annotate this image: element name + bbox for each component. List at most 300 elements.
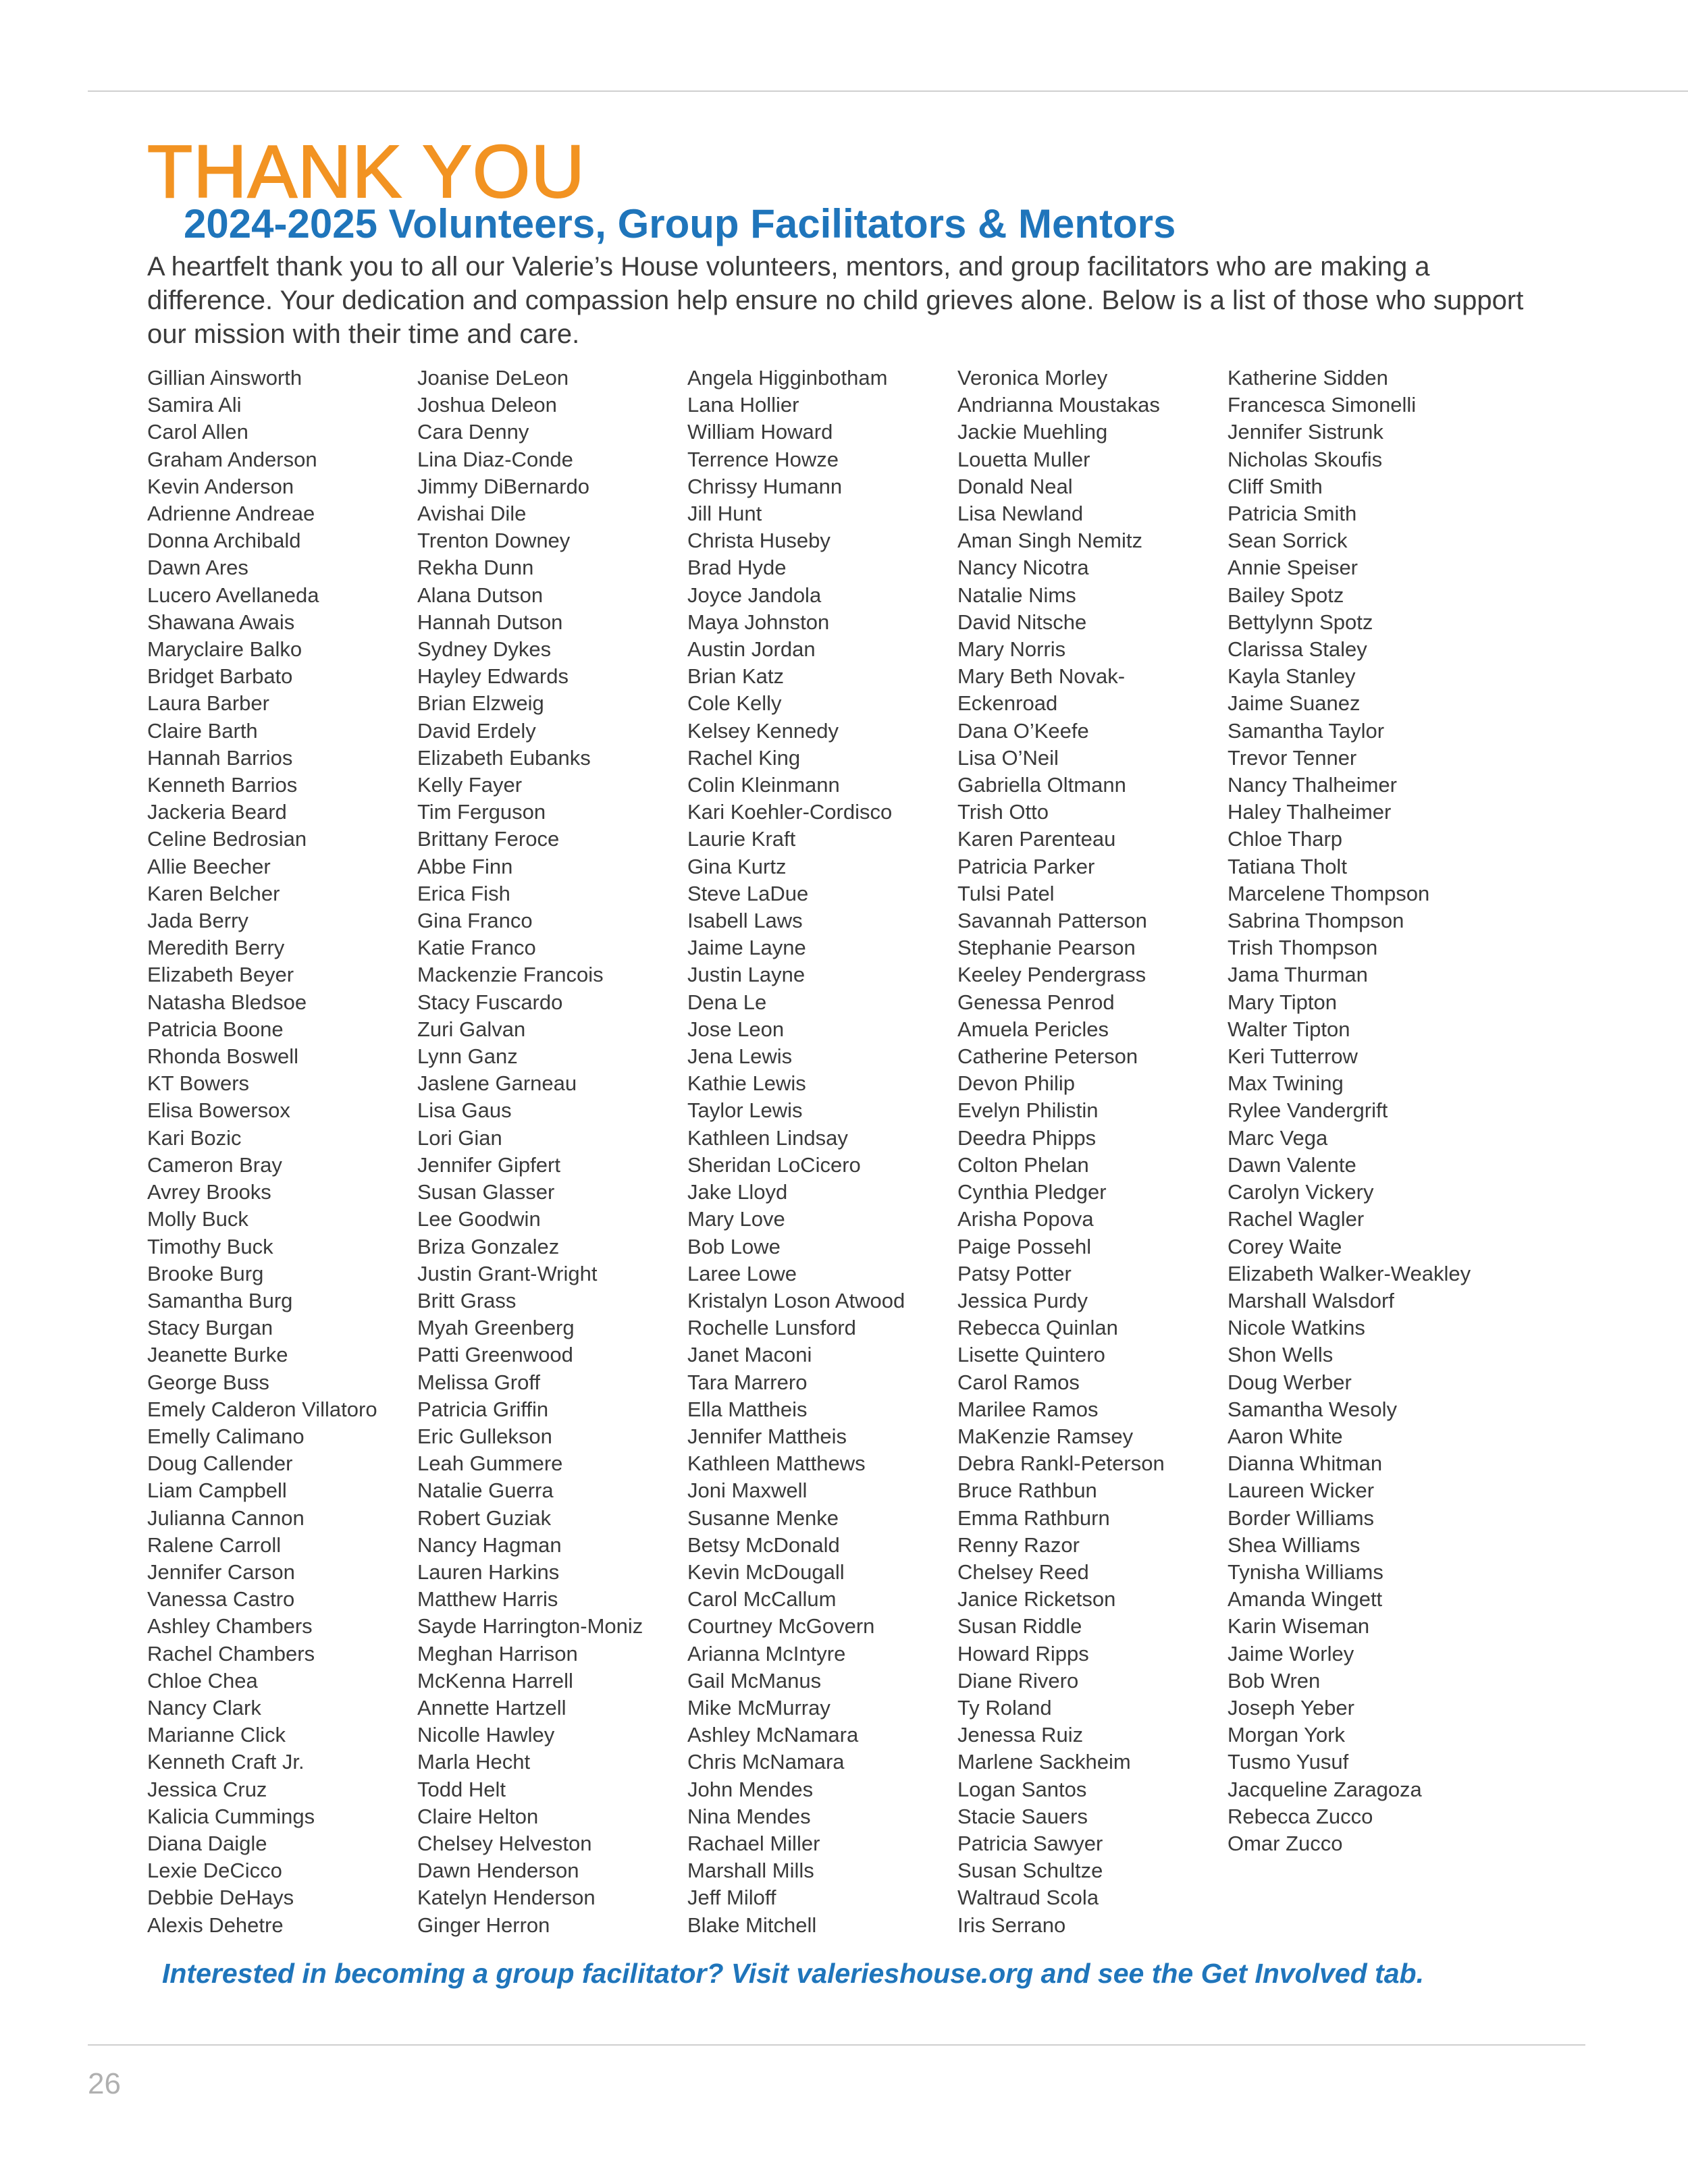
volunteer-name: Janice Ricketson — [957, 1587, 1116, 1612]
volunteer-name: Cara Denny — [417, 420, 529, 444]
volunteer-name: Debra Rankl-Peterson — [957, 1451, 1165, 1476]
volunteer-name: Ty Roland — [957, 1695, 1052, 1720]
volunteer-name: Ashley Chambers — [147, 1614, 313, 1639]
volunteer-name: Susan Riddle — [957, 1614, 1082, 1639]
volunteer-name: Jacqueline Zaragoza — [1228, 1777, 1422, 1801]
volunteer-name: Lina Diaz-Conde — [417, 447, 573, 471]
volunteer-name: Rhonda Boswell — [147, 1044, 299, 1069]
volunteer-name: Mackenzie Francois — [417, 963, 604, 987]
volunteer-name: Samira Ali — [147, 393, 242, 417]
volunteer-name: Lisa Gaus — [417, 1098, 512, 1123]
volunteer-name: Patricia Parker — [957, 854, 1095, 878]
volunteer-name: Jenessa Ruiz — [957, 1723, 1084, 1747]
volunteer-name: Rebecca Zucco — [1228, 1804, 1373, 1828]
volunteer-name: Veronica Morley — [957, 366, 1108, 390]
volunteer-name: Lee Goodwin — [417, 1207, 541, 1231]
volunteer-name: Brian Katz — [687, 664, 785, 689]
volunteer-name: Jessica Cruz — [147, 1777, 267, 1801]
top-divider — [88, 90, 1688, 92]
volunteer-name: Britt Grass — [417, 1288, 517, 1312]
volunteer-name: Chelsey Helveston — [417, 1831, 592, 1855]
volunteer-name: Morgan York — [1228, 1723, 1346, 1747]
volunteer-name: Kari Koehler-Cordisco — [687, 800, 893, 824]
volunteer-name: Katelyn Henderson — [417, 1886, 596, 1910]
volunteer-name: Maya Johnston — [687, 610, 830, 634]
volunteer-name: Trenton Downey — [417, 529, 571, 553]
volunteer-name: Marc Vega — [1228, 1125, 1328, 1150]
volunteer-name: Rebecca Quinlan — [957, 1316, 1118, 1340]
volunteer-name: Samantha Wesoly — [1228, 1397, 1397, 1421]
volunteer-name: Jessica Purdy — [957, 1288, 1088, 1312]
volunteer-name: Rekha Dunn — [417, 556, 534, 580]
volunteer-name: Carolyn Vickery — [1228, 1180, 1374, 1204]
volunteer-name: Ralene Carroll — [147, 1533, 282, 1557]
volunteer-name: Justin Layne — [687, 963, 806, 987]
volunteer-name: Nancy Clark — [147, 1695, 261, 1720]
volunteer-name: Abbe Finn — [417, 854, 513, 878]
volunteer-name: Marshall Walsdorf — [1228, 1288, 1394, 1312]
volunteer-name: Jeanette Burke — [147, 1343, 288, 1367]
volunteer-name: Nancy Hagman — [417, 1533, 562, 1557]
volunteer-name: Marshall Mills — [687, 1859, 814, 1883]
volunteer-name: Annette Hartzell — [417, 1695, 566, 1720]
bottom-divider — [88, 2044, 1585, 2046]
volunteer-name: Nicholas Skoufis — [1228, 447, 1383, 471]
volunteer-name: Nancy Nicotra — [957, 556, 1089, 580]
volunteer-name: Kristalyn Loson Atwood — [687, 1288, 905, 1312]
volunteer-name: Jama Thurman — [1228, 963, 1368, 987]
volunteer-name: Carol Ramos — [957, 1370, 1080, 1394]
volunteer-name: Tara Marrero — [687, 1370, 808, 1394]
volunteer-name: Susan Glasser — [417, 1180, 555, 1204]
volunteer-name: Joanise DeLeon — [417, 366, 569, 390]
volunteer-name: Emma Rathburn — [957, 1506, 1110, 1530]
volunteer-name: Justin Grant-Wright — [417, 1261, 598, 1285]
volunteer-name: Chloe Chea — [147, 1668, 258, 1693]
volunteer-name: Patti Greenwood — [417, 1343, 573, 1367]
volunteer-name: Eckenroad — [957, 691, 1058, 716]
volunteer-name: Genessa Penrod — [957, 990, 1115, 1014]
volunteer-name: Lauren Harkins — [417, 1560, 560, 1584]
volunteer-name: Patricia Boone — [147, 1017, 284, 1041]
volunteer-name: Joyce Jandola — [687, 583, 822, 607]
volunteer-name: McKenna Harrell — [417, 1668, 573, 1693]
volunteer-name: Lisa Newland — [957, 502, 1084, 526]
volunteer-name: Andrianna Moustakas — [957, 393, 1160, 417]
volunteer-name: Bob Wren — [1228, 1668, 1321, 1693]
volunteer-name: Amanda Wingett — [1228, 1587, 1383, 1612]
volunteer-name: Jake Lloyd — [687, 1180, 788, 1204]
volunteer-name: Cameron Bray — [147, 1152, 282, 1177]
page-subtitle: 2024-2025 Volunteers, Group Facilitators & Mentors — [184, 201, 1176, 246]
volunteer-name: Adrienne Andreae — [147, 502, 315, 526]
name-column-5 — [1228, 365, 1498, 1939]
volunteer-name: Jena Lewis — [687, 1044, 793, 1069]
volunteer-name: Kari Bozic — [147, 1125, 242, 1150]
volunteer-name: Mary Tipton — [1228, 990, 1337, 1014]
volunteer-name: Sydney Dykes — [417, 637, 552, 662]
volunteer-name: Doug Werber — [1228, 1370, 1352, 1394]
volunteer-name: Avrey Brooks — [147, 1180, 271, 1204]
volunteer-name: Hannah Dutson — [417, 610, 563, 634]
volunteer-name: Nicole Watkins — [1228, 1316, 1365, 1340]
volunteer-name: Stacie Sauers — [957, 1804, 1088, 1828]
volunteer-name: Diana Daigle — [147, 1831, 267, 1855]
volunteer-name: Zuri Galvan — [417, 1017, 526, 1041]
volunteer-name: Colin Kleinmann — [687, 773, 840, 797]
volunteer-name: Deedra Phipps — [957, 1125, 1097, 1150]
volunteer-name: Chrissy Humann — [687, 474, 843, 498]
volunteer-name: Kelly Fayer — [417, 773, 523, 797]
volunteer-name: Tulsi Patel — [957, 881, 1055, 905]
volunteer-name: Katherine Sidden — [1228, 366, 1388, 390]
volunteer-name: Kevin Anderson — [147, 474, 294, 498]
volunteer-name: Kenneth Craft Jr. — [147, 1750, 305, 1774]
volunteer-name: Kelsey Kennedy — [687, 718, 839, 743]
volunteer-name: Robert Guziak — [417, 1506, 552, 1530]
volunteer-name: Tynisha Williams — [1228, 1560, 1383, 1584]
volunteer-name: Joni Maxwell — [687, 1479, 808, 1503]
volunteer-name: Marianne Click — [147, 1723, 286, 1747]
volunteer-name: Patricia Smith — [1228, 502, 1357, 526]
volunteer-name: Kalicia Cummings — [147, 1804, 315, 1828]
volunteer-name: Kevin McDougall — [687, 1560, 845, 1584]
volunteer-name: Tatiana Tholt — [1228, 854, 1347, 878]
volunteer-name: Susanne Menke — [687, 1506, 839, 1530]
volunteer-name: Dawn Henderson — [417, 1859, 579, 1883]
volunteer-name: Samantha Burg — [147, 1288, 293, 1312]
volunteer-name: Doug Callender — [147, 1451, 293, 1476]
volunteer-name: Christa Huseby — [687, 529, 830, 553]
volunteer-name: Matthew Harris — [417, 1587, 558, 1612]
volunteer-name: Meghan Harrison — [417, 1641, 578, 1666]
volunteer-name: Elizabeth Eubanks — [417, 745, 591, 770]
volunteer-name: Kathleen Matthews — [687, 1451, 866, 1476]
volunteer-name: Vanessa Castro — [147, 1587, 295, 1612]
volunteer-name: Alexis Dehetre — [147, 1913, 284, 1937]
volunteer-name: Trish Thompson — [1228, 936, 1378, 960]
volunteer-name: Isabell Laws — [687, 909, 803, 933]
volunteer-name: Waltraud Scola — [957, 1886, 1099, 1910]
volunteer-name: Bruce Rathbun — [957, 1479, 1097, 1503]
volunteer-name: Austin Jordan — [687, 637, 816, 662]
volunteer-name: Debbie DeHays — [147, 1886, 294, 1910]
volunteer-name: Allie Beecher — [147, 854, 271, 878]
volunteer-name: Laree Lowe — [687, 1261, 797, 1285]
volunteer-name: Kayla Stanley — [1228, 664, 1356, 689]
volunteer-name: Avishai Dile — [417, 502, 527, 526]
volunteer-name: Donna Archibald — [147, 529, 301, 553]
volunteer-name: Tusmo Yusuf — [1228, 1750, 1349, 1774]
volunteer-name: Dawn Ares — [147, 556, 248, 580]
volunteer-name: Karin Wiseman — [1228, 1614, 1370, 1639]
volunteer-name: Lori Gian — [417, 1125, 502, 1150]
volunteer-name: Susan Schultze — [957, 1859, 1103, 1883]
volunteer-name: Brad Hyde — [687, 556, 787, 580]
volunteer-name: Haley Thalheimer — [1228, 800, 1392, 824]
volunteer-name: Stephanie Pearson — [957, 936, 1136, 960]
volunteer-name: Walter Tipton — [1228, 1017, 1350, 1041]
volunteer-name: Maryclaire Balko — [147, 637, 302, 662]
volunteer-name: Jennifer Sistrunk — [1228, 420, 1383, 444]
volunteer-name: Bridget Barbato — [147, 664, 293, 689]
volunteer-name: Janet Maconi — [687, 1343, 812, 1367]
volunteer-name: Dianna Whitman — [1228, 1451, 1383, 1476]
volunteer-name: Joseph Yeber — [1228, 1695, 1354, 1720]
volunteer-name: Jennifer Carson — [147, 1560, 295, 1584]
volunteer-name: Courtney McGovern — [687, 1614, 875, 1639]
volunteer-name: Logan Santos — [957, 1777, 1087, 1801]
volunteer-name: Gabriella Oltmann — [957, 773, 1126, 797]
volunteer-name: Dena Le — [687, 990, 767, 1014]
call-to-action: Interested in becoming a group facilitator? Visit valerieshouse.org and see the Get Involved tab. — [162, 1958, 1424, 1989]
volunteer-name: Arisha Popova — [957, 1207, 1094, 1231]
volunteer-name: Cliff Smith — [1228, 474, 1323, 498]
volunteer-name: Leah Gummere — [417, 1451, 563, 1476]
volunteer-name: Steve LaDue — [687, 881, 809, 905]
volunteer-name: Rachel Chambers — [147, 1641, 315, 1666]
volunteer-name: Renny Razor — [957, 1533, 1080, 1557]
volunteer-name: John Mendes — [687, 1777, 814, 1801]
volunteer-name: Marcelene Thompson — [1228, 881, 1430, 905]
volunteer-name: Donald Neal — [957, 474, 1073, 498]
volunteer-name: Brooke Burg — [147, 1261, 264, 1285]
volunteer-name: Karen Parenteau — [957, 827, 1116, 851]
volunteer-name: Omar Zucco — [1228, 1831, 1343, 1855]
volunteer-name: Jennifer Gipfert — [417, 1152, 560, 1177]
volunteer-name: Patricia Sawyer — [957, 1831, 1103, 1855]
volunteer-name: Corey Waite — [1228, 1234, 1342, 1258]
volunteer-name: Lexie DeCicco — [147, 1859, 282, 1883]
volunteer-name: Howard Ripps — [957, 1641, 1089, 1666]
volunteer-name: Patsy Potter — [957, 1261, 1072, 1285]
volunteer-name: Keri Tutterrow — [1228, 1044, 1358, 1069]
volunteer-name: Angela Higginbotham — [687, 366, 888, 390]
volunteer-name: Laureen Wicker — [1228, 1479, 1375, 1503]
volunteer-name: Carol Allen — [147, 420, 248, 444]
volunteer-name: David Nitsche — [957, 610, 1087, 634]
volunteer-name: Lisette Quintero — [957, 1343, 1105, 1367]
volunteer-name: Erica Fish — [417, 881, 510, 905]
volunteer-name: Trish Otto — [957, 800, 1049, 824]
volunteer-name: Laurie Kraft — [687, 827, 796, 851]
volunteer-name: Keeley Pendergrass — [957, 963, 1146, 987]
volunteer-name: Jackie Muehling — [957, 420, 1108, 444]
volunteer-name: Liam Campbell — [147, 1479, 287, 1503]
volunteer-name: Taylor Lewis — [687, 1098, 803, 1123]
volunteer-name: Rylee Vandergrift — [1228, 1098, 1388, 1123]
volunteer-name: Mary Beth Novak- — [957, 664, 1126, 689]
volunteer-name: Mary Love — [687, 1207, 785, 1231]
volunteer-name: Jennifer Mattheis — [687, 1424, 847, 1448]
volunteer-name: Molly Buck — [147, 1207, 248, 1231]
volunteer-name: Hayley Edwards — [417, 664, 569, 689]
volunteer-name: Stacy Fuscardo — [417, 990, 563, 1014]
volunteer-name: Brian Elzweig — [417, 691, 544, 716]
intro-paragraph: A heartfelt thank you to all our Valerie’s House volunteers, mentors, and group facilitators who are making a difference. Your dedication and compassion help ensure no child grieves alone. Below is a list of those who support our mission with their time and care. — [147, 252, 1524, 349]
volunteer-name: Jaime Worley — [1228, 1641, 1354, 1666]
volunteer-name: Julianna Cannon — [147, 1506, 305, 1530]
volunteer-name: Catherine Peterson — [957, 1044, 1138, 1069]
volunteer-name: Jimmy DiBernardo — [417, 474, 589, 498]
volunteer-name: Rochelle Lunsford — [687, 1316, 856, 1340]
volunteer-name: Chris McNamara — [687, 1750, 845, 1774]
volunteer-name: Stacy Burgan — [147, 1316, 273, 1340]
volunteer-name: Mary Norris — [957, 637, 1066, 662]
volunteer-name: Dana O’Keefe — [957, 718, 1089, 743]
volunteer-name: Trevor Tenner — [1228, 745, 1357, 770]
volunteer-name: Diane Rivero — [957, 1668, 1079, 1693]
volunteer-name: Betsy McDonald — [687, 1533, 840, 1557]
volunteer-name: Jill Hunt — [687, 502, 762, 526]
volunteer-name: Elisa Bowersox — [147, 1098, 290, 1123]
volunteer-name: Kathie Lewis — [687, 1071, 806, 1096]
volunteer-name: Todd Helt — [417, 1777, 506, 1801]
volunteer-name: Ginger Herron — [417, 1913, 550, 1937]
volunteer-name: Natasha Bledsoe — [147, 990, 307, 1014]
volunteer-name: Shea Williams — [1228, 1533, 1361, 1557]
page-number: 26 — [88, 2067, 121, 2100]
volunteer-name: Sheridan LoCicero — [687, 1152, 861, 1177]
volunteer-name: Hannah Barrios — [147, 745, 293, 770]
volunteer-name: Emely Calderon Villatoro — [147, 1397, 377, 1421]
volunteer-name: Shawana Awais — [147, 610, 295, 634]
volunteer-name: Iris Serrano — [957, 1913, 1066, 1937]
volunteer-name: Jada Berry — [147, 909, 248, 933]
volunteer-name: Celine Bedrosian — [147, 827, 307, 851]
volunteer-name: Cynthia Pledger — [957, 1180, 1107, 1204]
volunteer-name: Claire Helton — [417, 1804, 539, 1828]
volunteer-name: KT Bowers — [147, 1071, 250, 1096]
volunteer-name: Paige Possehl — [957, 1234, 1092, 1258]
volunteer-name: Briza Gonzalez — [417, 1234, 560, 1258]
volunteer-name: Bailey Spotz — [1228, 583, 1344, 607]
volunteer-name: Ashley McNamara — [687, 1723, 859, 1747]
volunteer-name: Max Twining — [1228, 1071, 1344, 1096]
volunteer-name: Tim Ferguson — [417, 800, 546, 824]
volunteer-name: Cole Kelly — [687, 691, 782, 716]
volunteer-name: Patricia Griffin — [417, 1397, 549, 1421]
name-column-4 — [957, 365, 1228, 1939]
volunteer-name: Ella Mattheis — [687, 1397, 808, 1421]
volunteer-name: Gina Kurtz — [687, 854, 787, 878]
volunteer-name: Laura Barber — [147, 691, 269, 716]
volunteer-name: Nicolle Hawley — [417, 1723, 555, 1747]
volunteer-name: Sayde Harrington-Moniz — [417, 1614, 643, 1639]
volunteer-name: Clarissa Staley — [1228, 637, 1367, 662]
volunteer-name: Elizabeth Beyer — [147, 963, 294, 987]
volunteer-name: Lynn Ganz — [417, 1044, 518, 1069]
volunteer-name: Mike McMurray — [687, 1695, 830, 1720]
volunteer-name: Gina Franco — [417, 909, 533, 933]
volunteer-name: Natalie Nims — [957, 583, 1076, 607]
volunteer-name: Aman Singh Nemitz — [957, 529, 1142, 553]
volunteer-name: Bob Lowe — [687, 1234, 781, 1258]
volunteer-name: Eric Gullekson — [417, 1424, 552, 1448]
volunteer-name: Alana Dutson — [417, 583, 544, 607]
volunteer-name: Shon Wells — [1228, 1343, 1334, 1367]
volunteer-name: Chelsey Reed — [957, 1560, 1089, 1584]
volunteer-name: Meredith Berry — [147, 936, 285, 960]
name-column-2 — [417, 365, 687, 1939]
volunteer-name: Joshua Deleon — [417, 393, 557, 417]
volunteer-name: Annie Speiser — [1228, 556, 1359, 580]
volunteer-name: Katie Franco — [417, 936, 536, 960]
volunteer-name: MaKenzie Ramsey — [957, 1424, 1134, 1448]
volunteer-name: Elizabeth Walker-Weakley — [1228, 1261, 1471, 1285]
volunteer-name: Nina Mendes — [687, 1804, 811, 1828]
volunteer-name: Samantha Taylor — [1228, 718, 1385, 743]
volunteer-name: Timothy Buck — [147, 1234, 273, 1258]
volunteer-name: Rachel Wagler — [1228, 1207, 1365, 1231]
volunteer-name: Nancy Thalheimer — [1228, 773, 1397, 797]
volunteer-name: Melissa Groff — [417, 1370, 541, 1394]
name-column-3 — [687, 365, 957, 1939]
volunteer-name: David Erdely — [417, 718, 536, 743]
volunteer-name: Natalie Guerra — [417, 1479, 554, 1503]
volunteer-name: Border Williams — [1228, 1506, 1375, 1530]
volunteer-name: Gail McManus — [687, 1668, 822, 1693]
volunteer-name: Bettylynn Spotz — [1228, 610, 1373, 634]
volunteer-name: Jaime Suanez — [1228, 691, 1361, 716]
volunteer-name: Brittany Feroce — [417, 827, 560, 851]
volunteer-name: Karen Belcher — [147, 881, 280, 905]
volunteer-name: Colton Phelan — [957, 1152, 1089, 1177]
volunteer-name: Jeff Miloff — [687, 1886, 776, 1910]
volunteer-name: Jaslene Garneau — [417, 1071, 577, 1096]
volunteer-name: Lisa O’Neil — [957, 745, 1059, 770]
volunteer-name: Kenneth Barrios — [147, 773, 298, 797]
volunteer-name: Francesca Simonelli — [1228, 393, 1417, 417]
volunteer-name-columns — [147, 365, 1498, 1939]
volunteer-name: Blake Mitchell — [687, 1913, 817, 1937]
volunteer-name: Myah Greenberg — [417, 1316, 575, 1340]
volunteer-name: Rachel King — [687, 745, 801, 770]
volunteer-name: Terrence Howze — [687, 447, 839, 471]
volunteer-name: Gillian Ainsworth — [147, 366, 302, 390]
volunteer-name: Jackeria Beard — [147, 800, 287, 824]
volunteer-name: Savannah Patterson — [957, 909, 1147, 933]
volunteer-name: Emelly Calimano — [147, 1424, 305, 1448]
volunteer-name: Graham Anderson — [147, 447, 317, 471]
volunteer-name: Jose Leon — [687, 1017, 785, 1041]
volunteer-name: Louetta Muller — [957, 447, 1090, 471]
volunteer-name: Claire Barth — [147, 718, 258, 743]
volunteer-name: Lucero Avellaneda — [147, 583, 319, 607]
volunteer-name: William Howard — [687, 420, 833, 444]
volunteer-name: Marla Hecht — [417, 1750, 531, 1774]
volunteer-name: George Buss — [147, 1370, 269, 1394]
volunteer-name: Lana Hollier — [687, 393, 799, 417]
volunteer-name: Dawn Valente — [1228, 1152, 1356, 1177]
volunteer-name: Sabrina Thompson — [1228, 909, 1404, 933]
volunteer-name: Kathleen Lindsay — [687, 1125, 848, 1150]
volunteer-name: Carol McCallum — [687, 1587, 837, 1612]
volunteer-name: Devon Philip — [957, 1071, 1076, 1096]
volunteer-name: Sean Sorrick — [1228, 529, 1348, 553]
volunteer-name: Chloe Tharp — [1228, 827, 1343, 851]
page-title: THANK YOU — [147, 130, 585, 213]
volunteer-name: Arianna McIntyre — [687, 1641, 846, 1666]
volunteer-name: Marilee Ramos — [957, 1397, 1099, 1421]
volunteer-name: Amuela Pericles — [957, 1017, 1109, 1041]
volunteer-name: Aaron White — [1228, 1424, 1343, 1448]
volunteer-name: Rachael Miller — [687, 1831, 820, 1855]
volunteer-name: Evelyn Philistin — [957, 1098, 1099, 1123]
volunteer-name: Marlene Sackheim — [957, 1750, 1131, 1774]
volunteer-name: Jaime Layne — [687, 936, 806, 960]
name-column-1 — [147, 365, 417, 1939]
